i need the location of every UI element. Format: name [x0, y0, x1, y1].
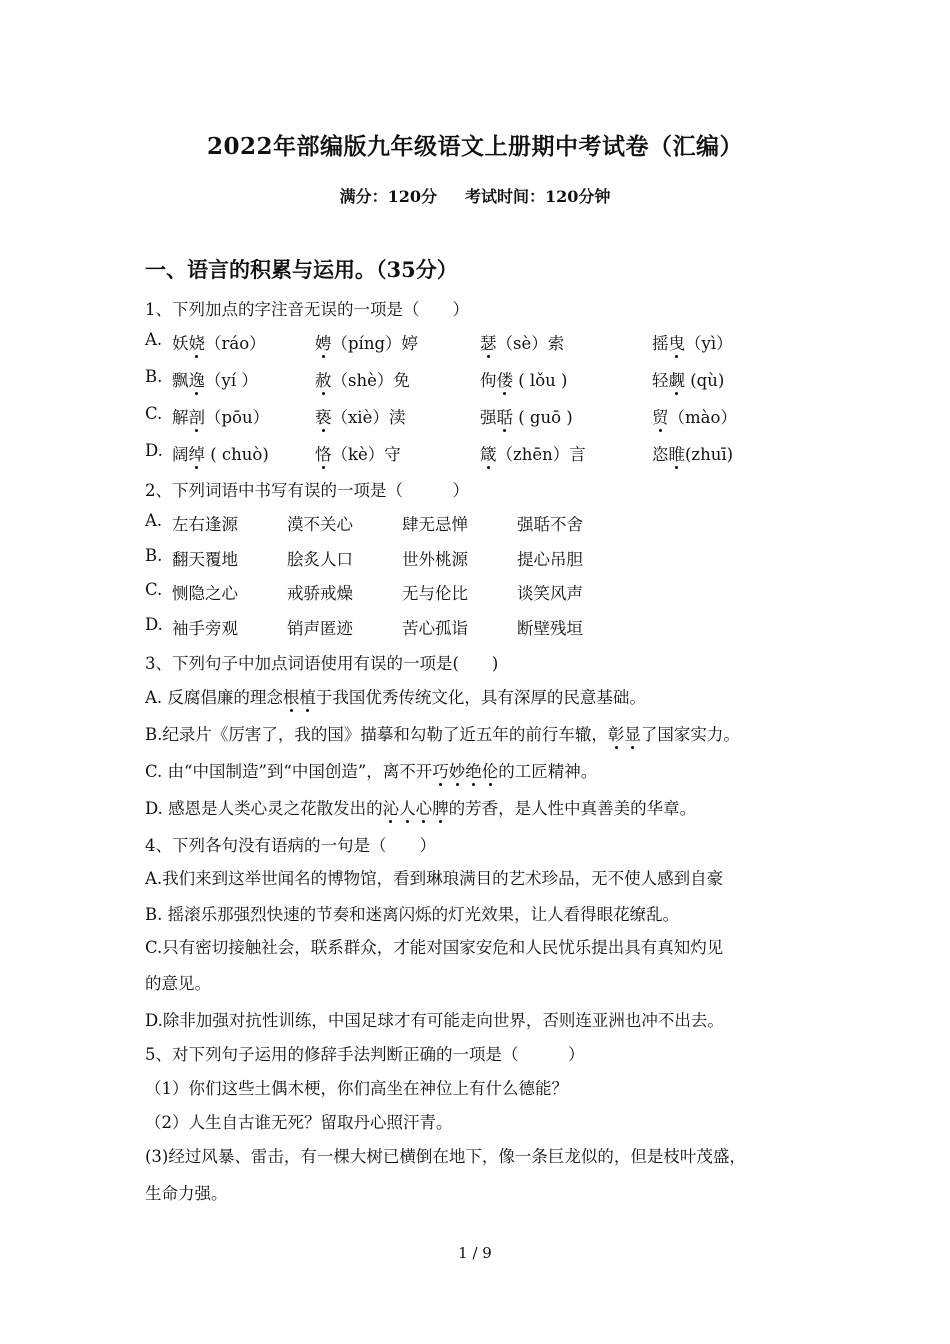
- pinyin-item: 摇曳（yì）: [652, 334, 733, 353]
- question-4-option-c: C.只有密切接触社会，联系群众，才能对国家安危和人民忧乐提出具有真知灼见: [145, 938, 724, 957]
- question-5-sentence-1: （1）你们这些土偶木梗，你们高坐在神位上有什么德能？: [145, 1079, 568, 1098]
- option-label: A.: [145, 511, 163, 530]
- question-5-sentence-2: （2）人生自古谁无死？留取丹心照汗青。: [145, 1113, 453, 1132]
- pinyin-item: 箴（zhēn）言: [480, 445, 586, 464]
- question-4-option-d: D.除非加强对抗性训练，中国足球才有可能走向世界，否则连亚洲也冲不出去。: [145, 1011, 724, 1030]
- idiom-word: 戒骄戒燥: [287, 584, 353, 603]
- pinyin-item: 亵（xiè）渎: [315, 408, 406, 427]
- option-label: D.: [145, 441, 163, 460]
- question-3-option-a: A. 反腐倡廉的理念根植于我国优秀传统文化，具有深厚的民意基础。: [145, 688, 646, 707]
- pinyin-item: 赦（shè）免: [315, 371, 410, 390]
- option-label: C.: [145, 404, 163, 423]
- exam-time: 考试时间：120分钟: [465, 187, 611, 206]
- idiom-word: 无与伦比: [402, 584, 468, 603]
- question-4-stem: 4、下列各句没有语病的一句是（ ）: [145, 836, 436, 855]
- pinyin-item: 解剖（pōu）: [172, 408, 270, 427]
- idiom-word: 恻隐之心: [172, 584, 238, 603]
- idiom-word: 左右逢源: [172, 515, 238, 534]
- question-4-option-a: A.我们来到这举世闻名的博物馆，看到琳琅满目的艺术珍品，无不使人感到自豪: [145, 869, 724, 888]
- idiom-word: 谈笑风声: [517, 584, 583, 603]
- question-1-stem: 1、下列加点的字注音无误的一项是（ ）: [145, 300, 469, 319]
- pinyin-item: 瑟（sè）索: [480, 334, 565, 353]
- pinyin-item: 妖娆（ráo）: [172, 334, 266, 353]
- exam-subtitle: [0, 184, 950, 207]
- idiom-word: 袖手旁观: [172, 619, 238, 638]
- pinyin-item: 娉（píng）婷: [315, 334, 419, 353]
- pinyin-item: 强聒 ( guō ): [480, 408, 573, 427]
- page-number: 1 / 9: [458, 1244, 492, 1262]
- question-5-stem: 5、对下列句子运用的修辞手法判断正确的一项是（ ）: [145, 1045, 585, 1064]
- idiom-word: 强聒不舍: [517, 515, 583, 534]
- idiom-word: 世外桃源: [402, 550, 468, 569]
- option-label: A.: [145, 330, 163, 349]
- option-label: C.: [145, 580, 163, 599]
- idiom-word: 提心吊胆: [517, 550, 583, 569]
- question-4-option-b: B. 摇滚乐那强烈快速的节奏和迷离闪烁的灯光效果，让人看得眼花缭乱。: [145, 905, 680, 924]
- pinyin-item: 飘逸（yí ）: [172, 371, 258, 390]
- pinyin-item: 阔绰 ( chuò): [172, 445, 269, 464]
- idiom-word: 苦心孤诣: [402, 619, 468, 638]
- option-label: D.: [145, 615, 163, 634]
- question-3-option-c: C. 由“中国制造”到“中国创造”，离不开巧妙绝伦的工匠精神。: [145, 762, 598, 781]
- idiom-word: 销声匿迹: [287, 619, 353, 638]
- option-label: B.: [145, 367, 163, 386]
- idiom-word: 断壁残垣: [517, 619, 583, 638]
- question-3-option-b: B.纪录片《厉害了，我的国》描摹和勾勒了近五年的前行车辙，彰显了国家实力。: [145, 725, 740, 744]
- section-heading: 一、语言的积累与运用。（35分）: [145, 257, 458, 282]
- idiom-word: 漠不关心: [287, 515, 353, 534]
- pinyin-item: 贸（mào）: [652, 408, 737, 427]
- pinyin-item: 恪（kè）守: [315, 445, 401, 464]
- pinyin-item: 佝偻 ( lǒu ): [480, 371, 568, 390]
- idiom-word: 肆无忌惮: [402, 515, 468, 534]
- pinyin-item: 轻觑 (qù): [652, 371, 725, 390]
- question-3-option-d: D. 感恩是人类心灵之花散发出的沁人心脾的芳香，是人性中真善美的华章。: [145, 799, 697, 818]
- question-3-stem: 3、下列句子中加点词语使用有误的一项是( ): [145, 654, 499, 673]
- question-2-stem: 2、下列词语中书写有误的一项是（ ）: [145, 481, 469, 500]
- question-5-sentence-3: (3)经过风暴、雷击，有一棵大树已横倒在地下，像一条巨龙似的，但是枝叶茂盛，: [145, 1147, 746, 1166]
- question-5-sentence-3-cont: 生命力强。: [145, 1184, 228, 1203]
- idiom-word: 脍炙人口: [287, 550, 353, 569]
- idiom-word: 翻天覆地: [172, 550, 238, 569]
- question-4-option-c-cont: 的意见。: [145, 974, 211, 993]
- option-label: B.: [145, 546, 163, 565]
- exam-title: 2022年部编版九年级语文上册期中考试卷（汇编）: [206, 133, 743, 160]
- full-score: 满分：120分: [339, 187, 437, 206]
- pinyin-item: 恣睢(zhuī): [652, 445, 734, 464]
